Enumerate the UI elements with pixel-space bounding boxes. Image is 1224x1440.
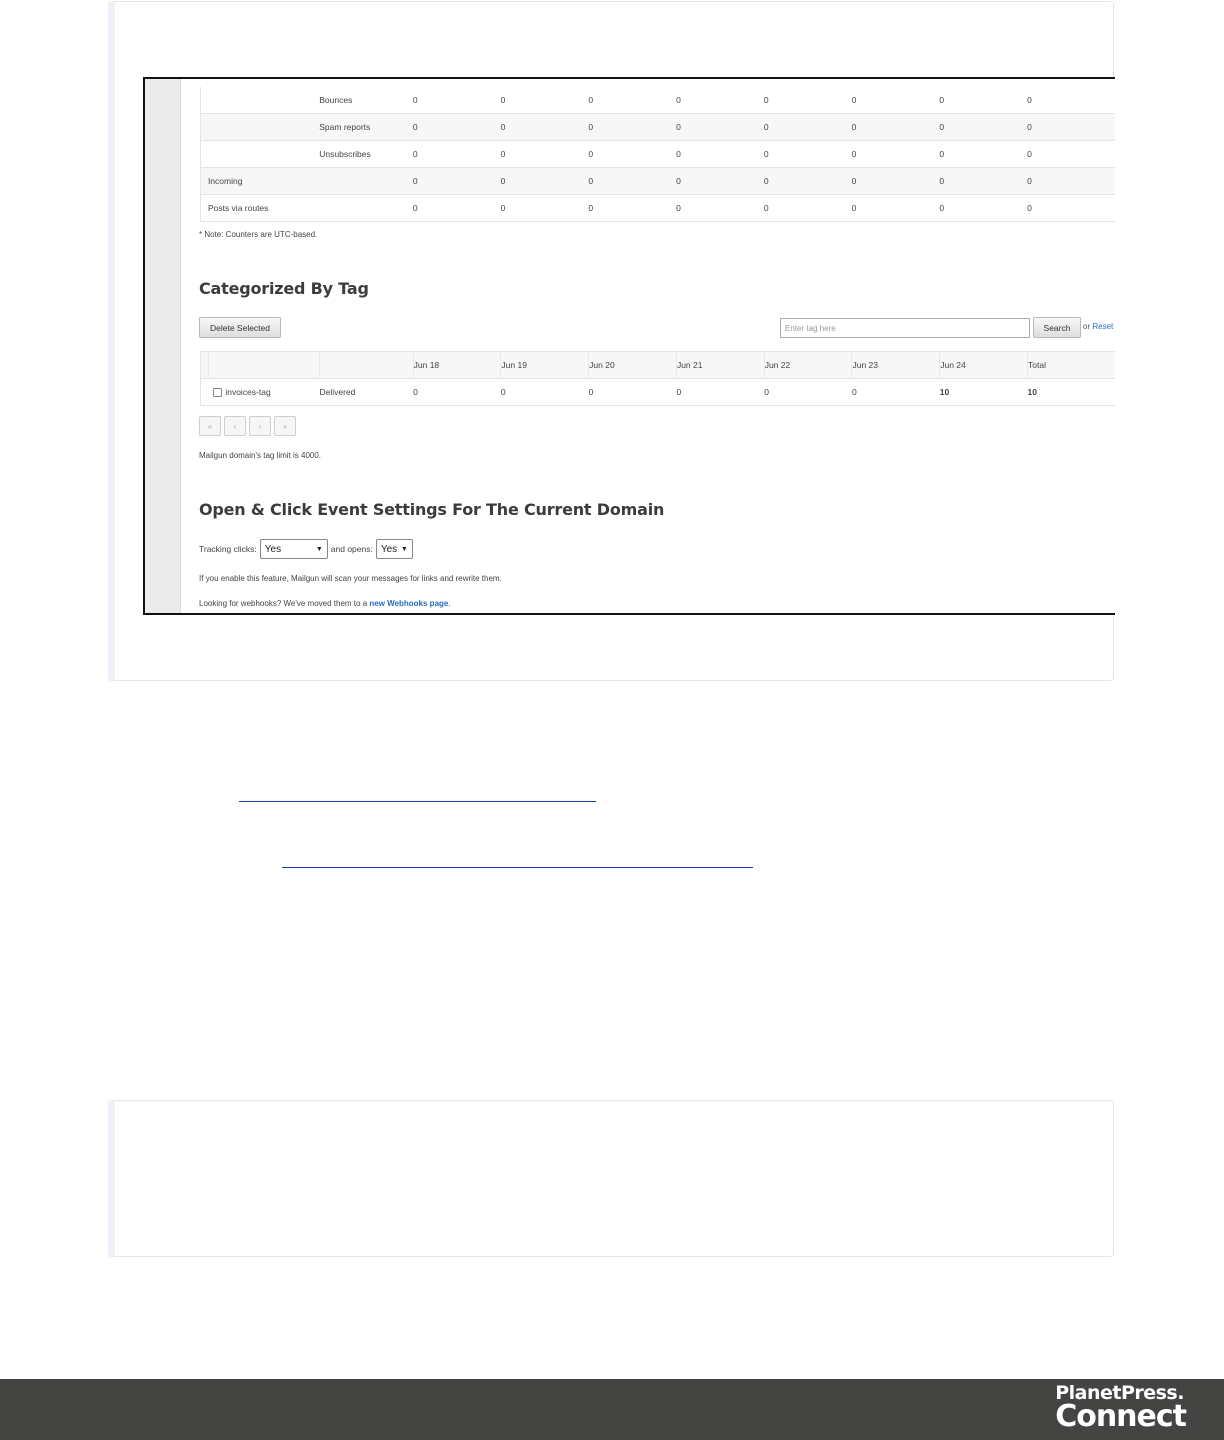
- stats-value: 0: [939, 87, 1027, 114]
- stats-group: Incoming: [208, 168, 319, 195]
- row-pad: [201, 168, 208, 195]
- stats-value: 0: [676, 168, 764, 195]
- tracking-row: [199, 539, 416, 559]
- stats-label: Spam reports: [319, 114, 413, 141]
- stats-value: 0: [676, 195, 764, 222]
- column-header: Jun 19: [501, 352, 589, 379]
- and-opens-label: and opens:: [330, 544, 373, 554]
- logo-bottom-text: Connect: [1055, 1399, 1186, 1434]
- stats-value: 0: [764, 168, 852, 195]
- tag-value: 0: [764, 379, 852, 406]
- screenshot-content: [180, 79, 1115, 613]
- stats-value: 0: [852, 87, 940, 114]
- webhooks-page-link[interactable]: new Webhooks page: [369, 599, 449, 608]
- stats-value: 0: [939, 114, 1027, 141]
- stats-group: [208, 141, 319, 168]
- tag-checkbox[interactable]: [213, 388, 222, 397]
- stats-value: 0: [676, 87, 764, 114]
- stats-value: 0: [852, 114, 940, 141]
- search-button[interactable]: Search: [1033, 317, 1081, 338]
- stats-row: [201, 114, 1116, 141]
- tag-section-title: Categorized By Tag: [199, 279, 369, 298]
- stats-value: 0: [588, 195, 676, 222]
- stats-value: 0: [939, 141, 1027, 168]
- stats-value: 0: [764, 114, 852, 141]
- tracking-opens-select[interactable]: [376, 539, 413, 559]
- delete-selected-button[interactable]: Delete Selected: [199, 317, 281, 338]
- table-row: [201, 379, 1116, 406]
- stats-value: 0: [413, 114, 501, 141]
- stats-table: [200, 87, 1115, 222]
- last-page-button[interactable]: »: [274, 416, 296, 436]
- stats-label: Bounces: [319, 87, 413, 114]
- callout-box-bottom: [108, 1100, 1114, 1257]
- stats-value: 0: [413, 168, 501, 195]
- or-text: or: [1083, 322, 1091, 331]
- utc-note: * Note: Counters are UTC-based.: [199, 230, 318, 239]
- hyperlink-underline-1[interactable]: [239, 801, 596, 802]
- stats-value: 0: [501, 168, 589, 195]
- column-header: Jun 21: [676, 352, 764, 379]
- header-pad: [201, 352, 209, 379]
- row-pad: [201, 195, 208, 222]
- column-header: Total: [1028, 352, 1116, 379]
- stats-value: 0: [413, 195, 501, 222]
- reset-link[interactable]: Reset: [1092, 322, 1114, 331]
- screenshot-sidebar-gutter: [145, 79, 181, 613]
- column-header: Jun 24: [940, 352, 1028, 379]
- column-header: Jun 22: [764, 352, 852, 379]
- tag-table: [200, 351, 1115, 406]
- stats-value: 0: [1027, 195, 1115, 222]
- tracking-clicks-select[interactable]: [260, 539, 328, 559]
- stats-row: [201, 87, 1116, 114]
- stats-value: 0: [676, 114, 764, 141]
- stats-value: 0: [501, 114, 589, 141]
- chevron-down-icon: ▼: [400, 545, 408, 553]
- mailgun-screenshot: [143, 77, 1115, 615]
- stats-value: 0: [852, 141, 940, 168]
- stats-value: 0: [939, 195, 1027, 222]
- stats-group: [208, 87, 319, 114]
- stats-value: 0: [588, 87, 676, 114]
- stats-value: 0: [764, 141, 852, 168]
- stats-row: [201, 195, 1116, 222]
- tag-cell: [208, 379, 319, 406]
- tag-search-input[interactable]: Enter tag here: [780, 318, 1030, 338]
- stats-group: [208, 114, 319, 141]
- header-tag: [208, 352, 319, 379]
- opens-value: Yes: [380, 543, 398, 555]
- stats-value: 0: [764, 195, 852, 222]
- stats-value: 0: [1027, 114, 1115, 141]
- first-page-button[interactable]: «: [199, 416, 221, 436]
- stats-label: [319, 168, 413, 195]
- tag-value: 10: [1028, 379, 1116, 406]
- stats-value: 0: [1027, 141, 1115, 168]
- open-click-title: Open & Click Event Settings For The Current Domain: [199, 500, 665, 519]
- stats-row: [201, 168, 1116, 195]
- row-pad: [201, 87, 208, 114]
- row-pad: [201, 114, 208, 141]
- row-pad: [201, 379, 209, 406]
- stats-value: 0: [501, 195, 589, 222]
- stats-value: 0: [501, 87, 589, 114]
- stats-value: 0: [1027, 168, 1115, 195]
- tag-limit-note: Mailgun domain's tag limit is 4000.: [199, 451, 322, 460]
- stats-value: 0: [852, 195, 940, 222]
- tag-value: 0: [589, 379, 677, 406]
- row-pad: [201, 141, 208, 168]
- logo-top-text: PlanetPress.: [1055, 1382, 1184, 1404]
- stats-value: 0: [1027, 87, 1115, 114]
- tag-value: 0: [676, 379, 764, 406]
- tag-value: 10: [940, 379, 1028, 406]
- stats-value: 0: [588, 168, 676, 195]
- stats-label: Unsubscribes: [319, 141, 413, 168]
- stats-value: 0: [413, 87, 501, 114]
- webhooks-prefix: Looking for webhooks? We've moved them to a: [199, 599, 368, 608]
- tracking-clicks-label: Tracking clicks:: [199, 544, 257, 554]
- column-header: Jun 23: [852, 352, 940, 379]
- planetpress-connect-logo: [1055, 1384, 1186, 1432]
- tag-name: invoices-tag: [225, 386, 271, 397]
- header-event: [320, 352, 414, 379]
- prev-page-button[interactable]: ‹: [224, 416, 246, 436]
- stats-group: Posts via routes: [208, 195, 319, 222]
- feature-note: If you enable this feature, Mailgun will scan your messages for links and rewrite them.: [199, 574, 502, 583]
- tag-value: 0: [501, 379, 589, 406]
- page-footer: [0, 1379, 1224, 1440]
- tag-value: 0: [852, 379, 940, 406]
- stats-row: [201, 141, 1116, 168]
- webhooks-note: [199, 599, 451, 608]
- hyperlink-underline-2[interactable]: [282, 867, 753, 868]
- chevron-down-icon: ▼: [315, 545, 323, 553]
- tag-value: 0: [413, 379, 501, 406]
- column-header: Jun 20: [589, 352, 677, 379]
- tag-event: Delivered: [320, 379, 414, 406]
- clicks-value: Yes: [264, 543, 282, 555]
- stats-value: 0: [501, 141, 589, 168]
- pager: [199, 416, 296, 436]
- stats-value: 0: [588, 114, 676, 141]
- stats-value: 0: [413, 141, 501, 168]
- column-header: Jun 18: [413, 352, 501, 379]
- stats-label: [319, 195, 413, 222]
- or-reset: [1083, 322, 1113, 331]
- stats-value: 0: [939, 168, 1027, 195]
- next-page-button[interactable]: ›: [249, 416, 271, 436]
- stats-value: 0: [764, 87, 852, 114]
- webhooks-suffix: .: [448, 599, 451, 608]
- stats-value: 0: [852, 168, 940, 195]
- stats-value: 0: [588, 141, 676, 168]
- stats-value: 0: [676, 141, 764, 168]
